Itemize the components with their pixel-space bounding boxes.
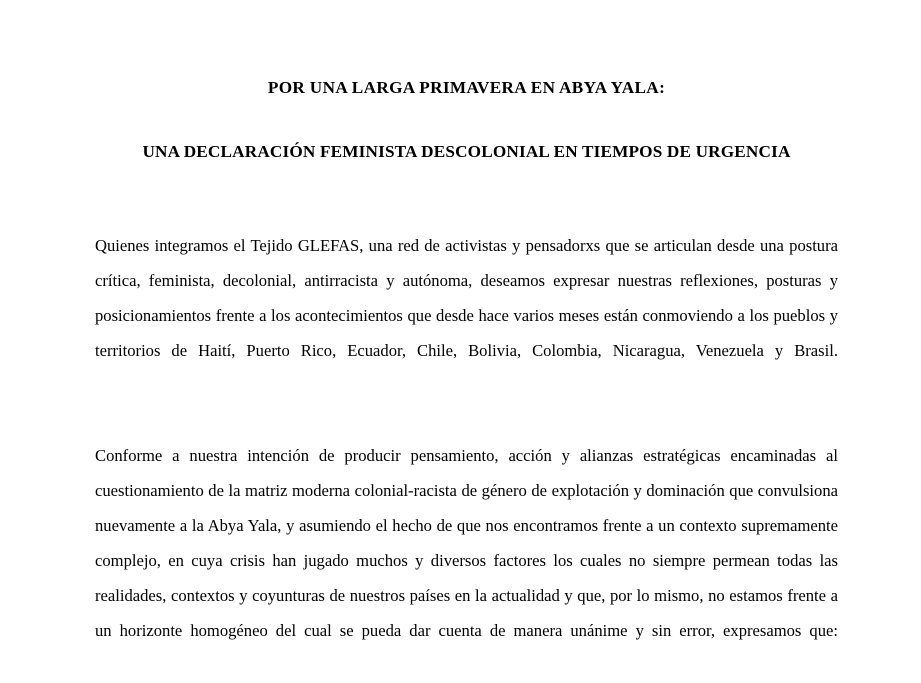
body-paragraph: Quienes integramos el Tejido GLEFAS, una red de activistas y pensadorxs que se articulan desde una postura crítica, feminista, decolonial, antirracista y autónoma, deseamos expresar nuestras reflexiones, posturas y posicionamientos frente a los acontecimientos que desde hace varios meses están conmoviendo a los pueblos y territorios de Haití, Puerto Rico, Ecuador, Chile, Bolivia, Colombia, Nicaragua, Venezuela y Brasil. xyxy=(95,236,838,361)
title-block xyxy=(95,0,838,160)
document-body xyxy=(95,160,838,683)
body-paragraph: Conforme a nuestra intención de producir pensamiento, acción y alianzas estratégicas encaminadas al cuestionamiento de la matriz moderna colonial-racista de género de explotación y dominación que convulsiona nuevamente a la Abya Yala, y asumiendo el hecho de que nos encontramos frente a un contexto supremamente complejo, en cuya crisis han jugado muchos y diversos factores los cuales no siempre permean todas las realidades, contextos y coyunturas de nuestros países en la actualidad y que, por lo mismo, no estamos frente a un horizonte homogéneo del cual se pueda dar cuenta de manera unánime y sin error, expresamos que: xyxy=(95,446,838,641)
document-subtitle: UNA DECLARACIÓN FEMINISTA DESCOLONIAL EN TIEMPOS DE URGENCIA xyxy=(142,142,791,162)
document-title: POR UNA LARGA PRIMAVERA EN ABYA YALA: xyxy=(267,78,666,97)
document-text-column xyxy=(95,0,838,683)
